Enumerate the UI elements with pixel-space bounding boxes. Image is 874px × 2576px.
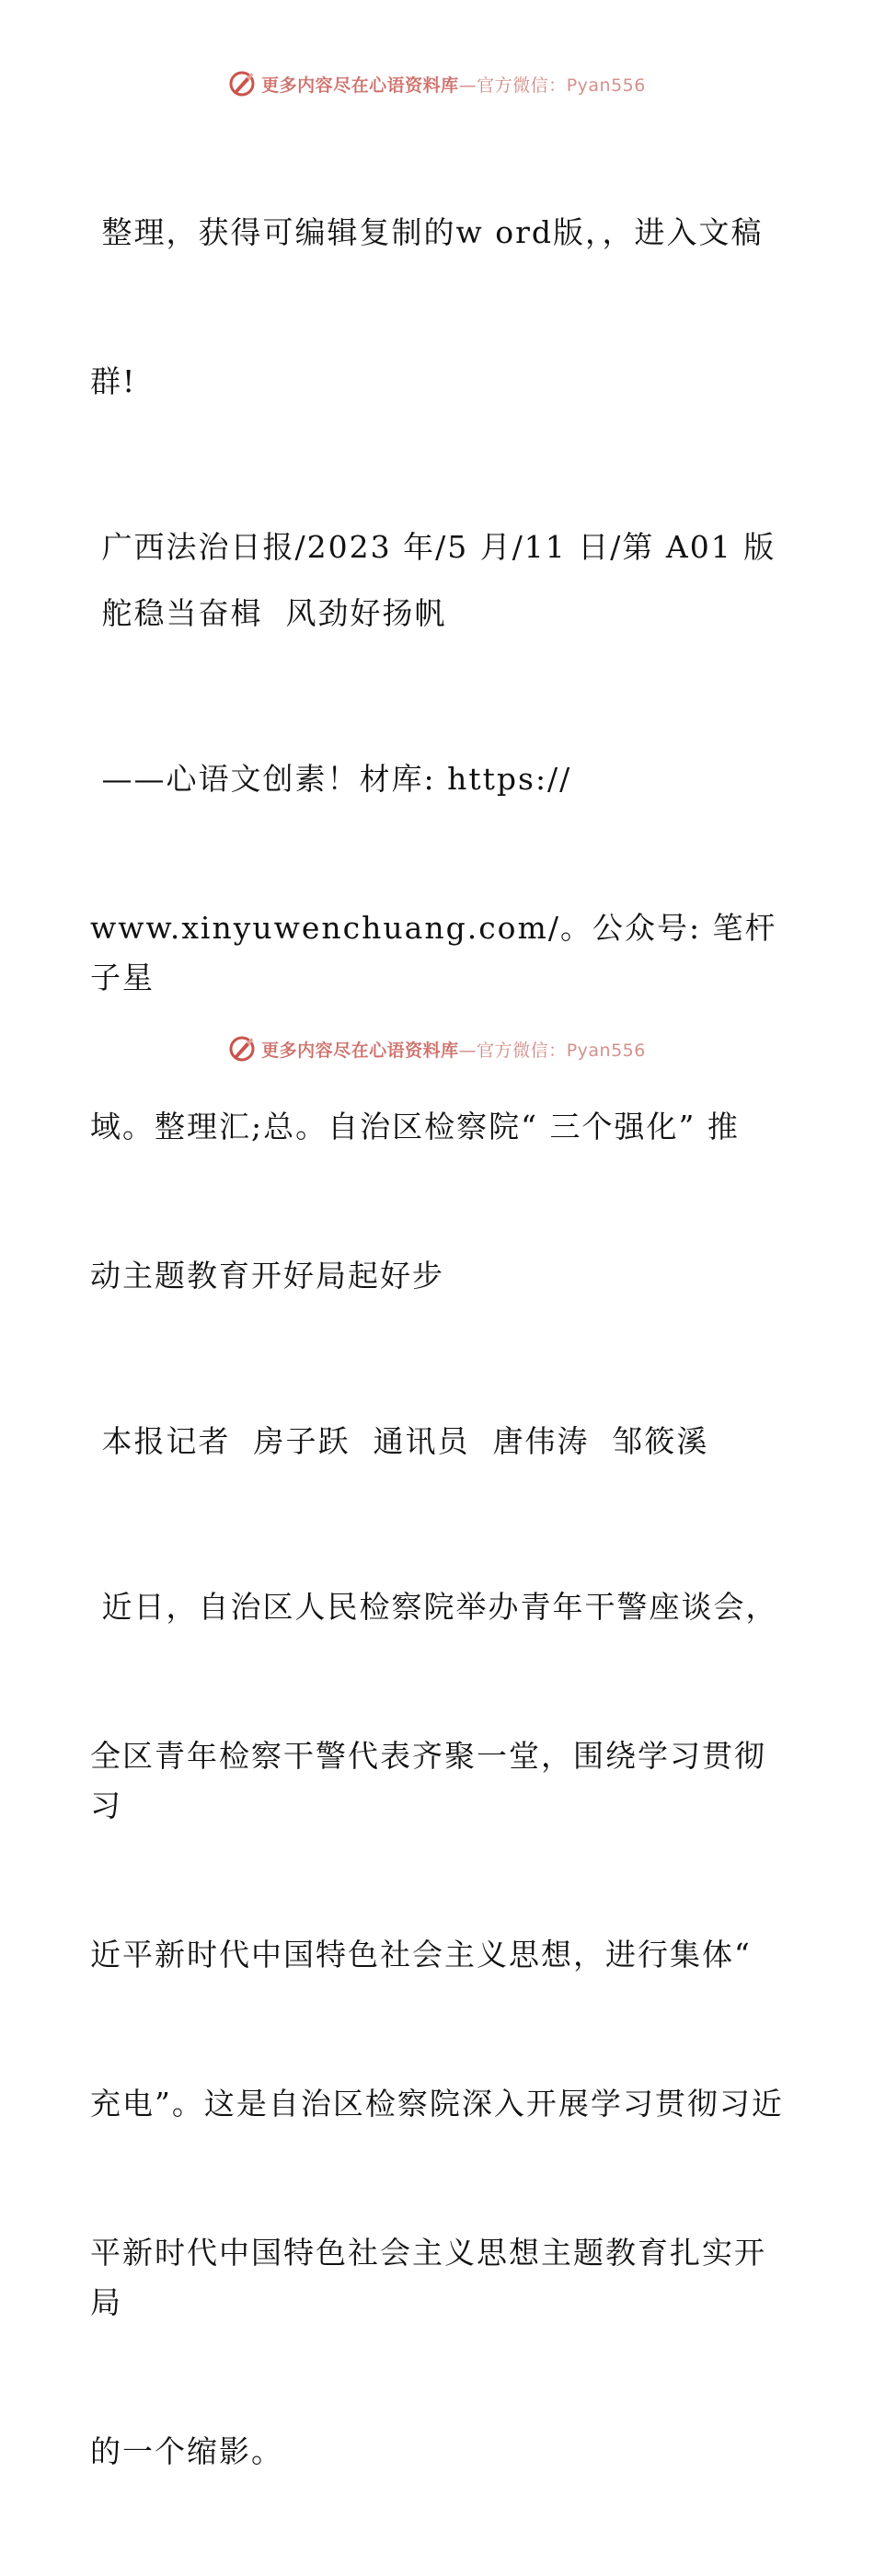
- watermark-handle: Pyan556: [566, 75, 646, 96]
- body-paragraph: [90, 1483, 789, 2576]
- watermark-brand: 更多内容尽在心语资料库: [261, 75, 459, 96]
- watermark-suffix: 官方微信：: [477, 75, 567, 96]
- body-line: 近平新时代中国特色社会主义思想，进行集体“: [90, 1937, 752, 1972]
- watermark-text: [261, 1037, 646, 1062]
- subheadline-line: 动主题教育开好局起好步: [90, 1258, 444, 1294]
- body-line: 全区青年检察干警代表齐聚一堂，围绕学习贯彻习: [90, 1738, 766, 1823]
- document-body: [90, 109, 789, 2576]
- watermark-separator: —: [458, 1040, 477, 1061]
- watermark-suffix: 官方微信：: [477, 1040, 567, 1061]
- watermark-header: [0, 65, 874, 102]
- body-line: 平新时代中国特色社会主义思想主题教育扎实开局: [90, 2235, 766, 2320]
- watermark-separator: —: [458, 75, 477, 96]
- watermark-footer: [0, 1030, 874, 1067]
- body-line: 充电”。这是自治区检察院深入开展学习贯彻习近: [90, 2086, 784, 2122]
- intro-line: 群!: [90, 363, 137, 399]
- quill-logo-icon: [228, 70, 256, 98]
- headline: 舵稳当奋楫 风劲好扬帆: [90, 595, 447, 631]
- subheadline-line: www.xinyuwenchuang.com/。公众号: 笔杆子星: [90, 910, 777, 995]
- byline: 本报记者 房子跃 通讯员 唐伟涛 邹筱溪: [90, 1423, 709, 1459]
- source-line: 广西法治日报/2023 年/5 月/11 日/第 A01 版: [90, 529, 776, 565]
- watermark-text: [261, 72, 646, 97]
- body-line: 近日，自治区人民检察院举办青年干警座谈会，: [90, 1589, 778, 1625]
- quill-logo-icon: [228, 1035, 256, 1063]
- intro-line: 整理，获得可编辑复制的w ord版，，进入文稿: [90, 214, 764, 250]
- subheadline: [90, 655, 789, 1400]
- intro-paragraph: [90, 109, 789, 506]
- watermark-brand: 更多内容尽在心语资料库: [261, 1040, 459, 1061]
- subheadline-line: 域。整理汇;总。自治区检察院“ 三个强化” 推: [90, 1109, 740, 1144]
- watermark-handle: Pyan556: [566, 1040, 646, 1061]
- body-line: 的一个缩影。: [90, 2433, 283, 2469]
- subheadline-line: ——心语文创素！材库: https://: [90, 761, 572, 797]
